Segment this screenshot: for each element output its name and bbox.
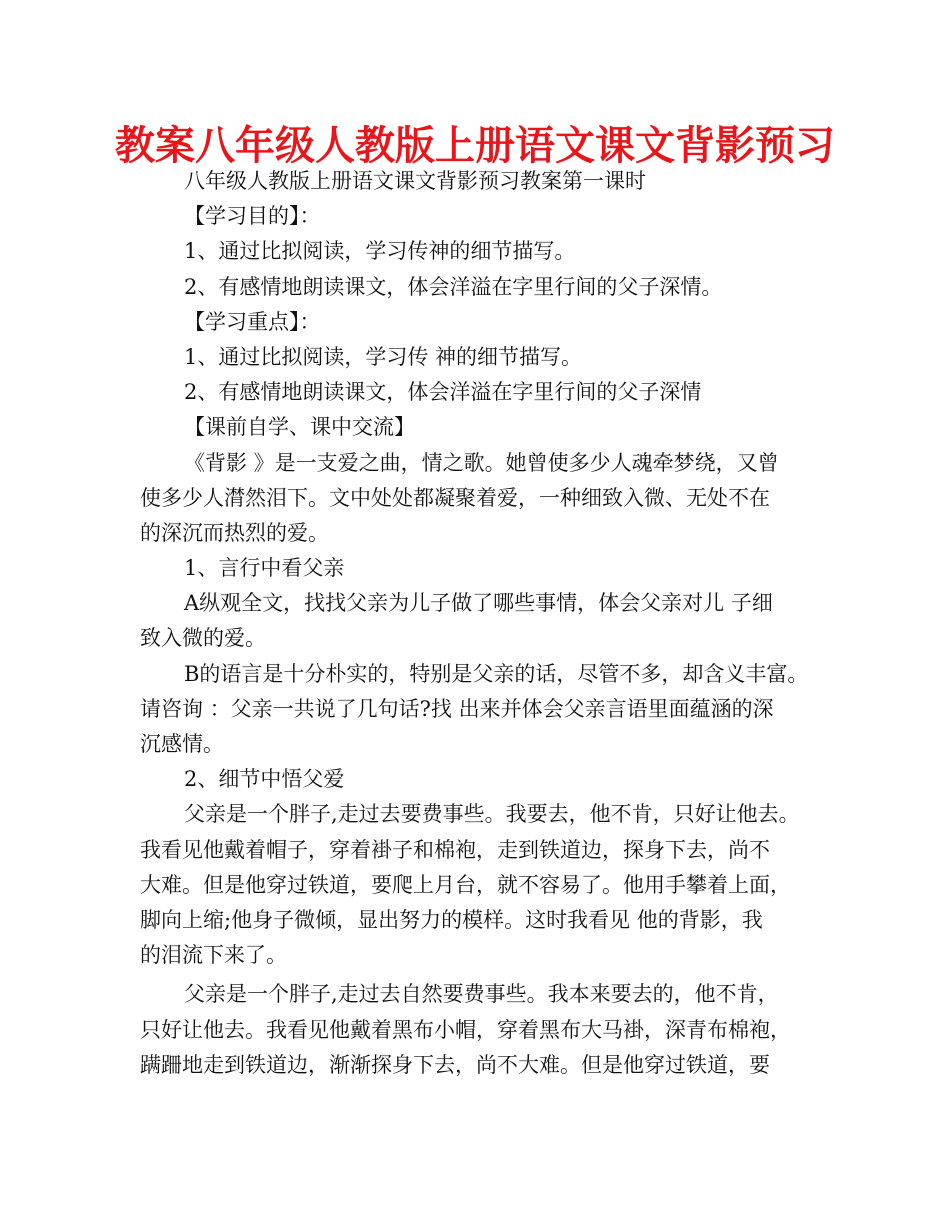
paragraph-line: 的深沉而热烈的爱。: [140, 520, 329, 545]
body-line: 2、有感情地朗读课文，体会洋溢在字里行间的父子深情: [184, 380, 702, 405]
body-line: 2、有感情地朗读课文，体会洋溢在字里行间的父子深情。: [184, 274, 723, 299]
section-heading: 【课前自学、课中交流】: [184, 415, 415, 440]
paragraph-line: 蹒跚地走到铁道边，渐渐探身下去，尚不大难。但是他穿过铁道，要: [140, 1052, 770, 1077]
body-line: 1、通过比拟阅读，学习传神的细节描写。: [184, 239, 576, 264]
paragraph-line: A纵观全文，找找父亲为儿子做了哪些事情，体会父亲对儿 子细: [184, 591, 773, 616]
paragraph-line: 致入微的爱。: [140, 626, 266, 651]
paragraph-line: 的泪流下来了。: [140, 943, 287, 968]
paragraph-line: 《背影 》是一支爱之曲，情之歌。她曾使多少人魂牵梦绕，又曾: [184, 450, 779, 475]
subtitle-line: 八年级人教版上册语文课文背影预习教案第一课时: [184, 169, 646, 193]
paragraph-line: 只好让他去。我看见他戴着黑布小帽，穿着黑布大马褂，深青布棉袍，: [140, 1017, 791, 1042]
paragraph-line: 使多少人潸然泪下。文中处处都凝聚着爱，一种细致入微、无处不在: [140, 485, 770, 510]
document-body: [140, 164, 820, 1083]
paragraph-line: 大难。但是他穿过铁道，要爬上月台，就不容易了。他用手攀着上面，: [140, 872, 791, 897]
paragraph-line: 请咨询 ：父亲一共说了几句话?找 出来并体会父亲言语里面蕴涵的深: [140, 696, 774, 721]
body-line: 1、通过比拟阅读，学习传 神的细节描写。: [184, 344, 583, 369]
document-title: 教案八年级人教版上册语文课文背影预习: [115, 123, 835, 169]
paragraph-line: B的语言是十分朴实的，特别是父亲的话，尽管不多，却含义丰富。: [184, 661, 809, 686]
section-heading: 【学习重点】：: [184, 309, 321, 334]
subsection-heading: 2、细节中悟父爱: [184, 767, 345, 792]
paragraph-line: 父亲是一个胖子,走过去自然要费事些。我本来要去的，他不肯，: [184, 982, 779, 1007]
paragraph-line: 我看见他戴着帽子，穿着褂子和棉袍，走到铁道边，探身下去，尚不: [140, 837, 770, 862]
section-heading: 【学习目的】：: [184, 204, 321, 229]
subsection-heading: 1、言行中看父亲: [184, 556, 345, 581]
paragraph-line: 父亲是一个胖子,走过去要费事些。我要去，他不肯，只好让他去。: [184, 802, 800, 827]
paragraph-line: 脚向上缩;他身子微倾，显出努力的模样。这时我看见 他的背影，我: [140, 907, 763, 932]
paragraph-line: 沉感情。: [140, 732, 224, 756]
